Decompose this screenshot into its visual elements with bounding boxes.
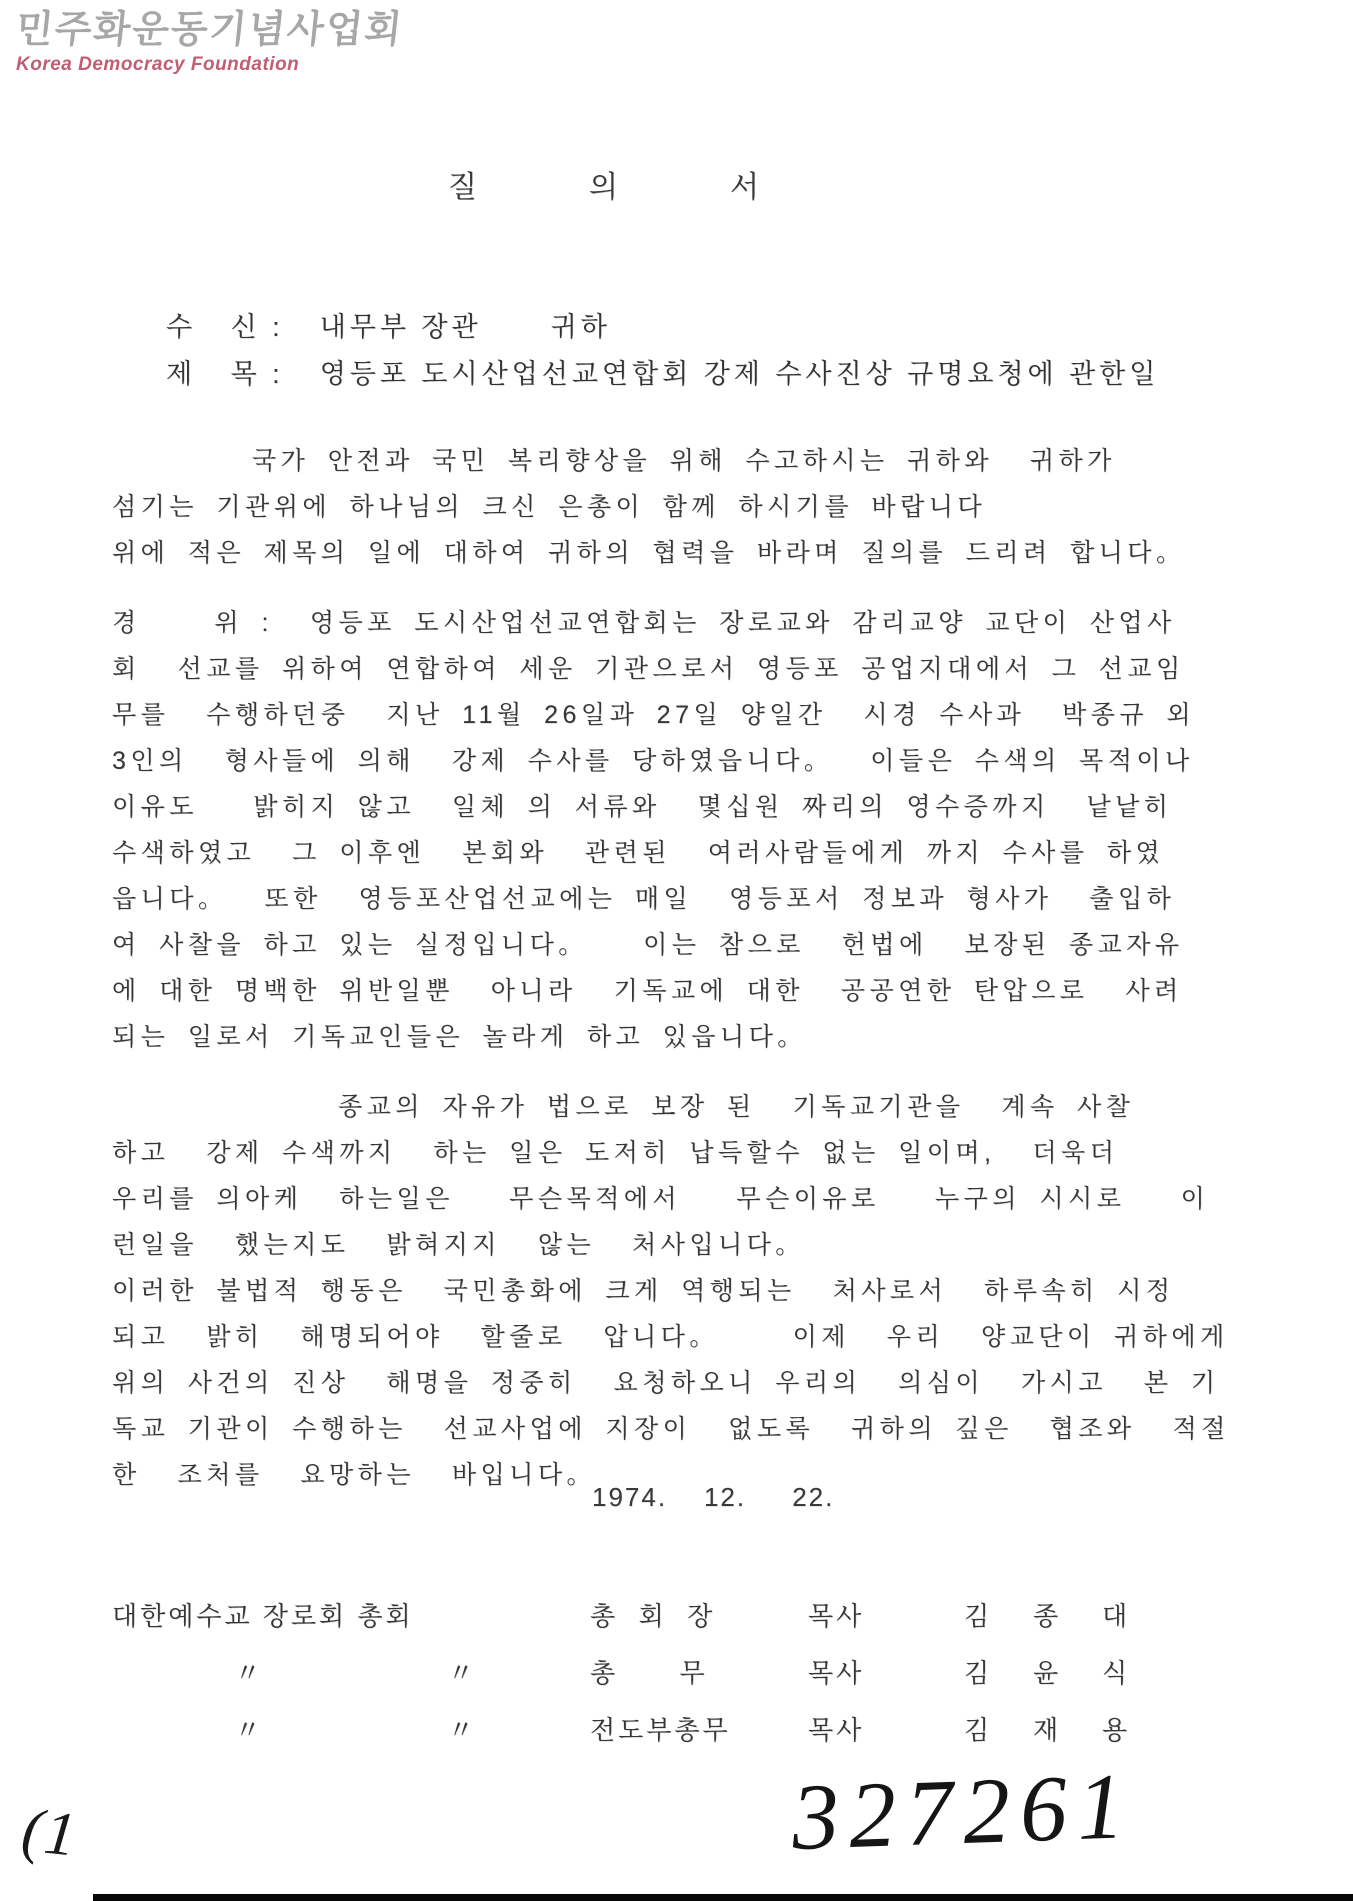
signature-row	[112, 1596, 1303, 1653]
handwritten-archive-number: 327261	[790, 1754, 1136, 1870]
date-line: 1974. 12. 22.	[592, 1482, 835, 1512]
body-line: 우리를 의아케 하는일은 무슨목적에서 무슨이유로 누구의 시시로 이	[112, 1185, 1210, 1213]
signature-org: 대한예수교 장로회 총회	[112, 1601, 414, 1631]
signature-title: 목사	[808, 1715, 865, 1745]
signature-block	[112, 1596, 1303, 1767]
signature-org: 〃 〃	[112, 1658, 477, 1688]
subject-line	[120, 321, 1159, 422]
body-line: 회 선교를 위하여 연합하여 세운 기관으로서 영등포 공업지대에서 그 선교임	[112, 655, 1185, 683]
body-line: 수색하였고 그 이후엔 본회와 관련된 여러사람들에게 까지 수사를 하였	[112, 839, 1165, 867]
letter-body	[112, 438, 1268, 1498]
signature-role: 총 무	[590, 1658, 708, 1688]
body-line: 이유도 밝히지 않고 일체 의 서류와 몇십원 짜리의 영수증까지 낱낱히	[112, 793, 1173, 821]
signature-role: 전도부총무	[590, 1715, 731, 1745]
signature-title: 목사	[808, 1658, 865, 1688]
body-line: 섬기는 기관위에 하나님의 크신 은총이 함께 하시기를 바랍니다	[112, 493, 987, 521]
body-line: 한 조처를 요망하는 바입니다。	[112, 1461, 596, 1489]
body-line: 무를 수행하던중 지난 11월 26일과 27일 양일간 시경 수사과 박종규 외	[112, 701, 1196, 729]
handwritten-corner-mark: (1	[18, 1796, 82, 1870]
signature-name: 김 종 대	[964, 1601, 1131, 1631]
logo-english-text: Korea Democracy Foundation	[16, 53, 300, 75]
body-line: 런일을 했는지도 밝혀지지 않는 처사입니다。	[112, 1231, 805, 1259]
body-line: 위에 적은 제목의 일에 대하여 귀하의 협력을 바라며 질의를 드리려 합니다。	[112, 539, 1186, 567]
body-line: 이러한 불법적 행동은 국민총화에 크게 역행되는 처사로서 하루속히 시정	[112, 1277, 1175, 1305]
body-line: 종교의 자유가 법으로 보장 된 기독교기관을 계속 사찰	[338, 1093, 1135, 1121]
recipient-label: 수 신 :	[166, 312, 284, 342]
body-line: 에 대한 명백한 위반일뿐 아니라 기독교에 대한 공공연한 탄압으로 사려	[112, 977, 1183, 1005]
signature-role: 총 회 장	[590, 1601, 716, 1631]
body-line: 여 사찰을 하고 있는 실정입니다。 이는 참으로 헌법에 보장된 종교자유	[112, 931, 1184, 959]
body-line: 하고 강제 수색까지 하는 일은 도저히 납득할수 없는 일이며, 더욱더	[112, 1139, 1119, 1167]
body-line: 읍니다。 또한 영등포산업선교에는 매일 영등포서 정보과 형사가 출입하	[112, 885, 1176, 913]
body-line: 되는 일로서 기독교인들은 놀라게 하고 있읍니다。	[112, 1023, 807, 1051]
signature-org: 〃 〃	[112, 1715, 477, 1745]
document-title: 질의서	[448, 171, 871, 204]
signature-name: 김 재 용	[964, 1715, 1131, 1745]
body-line: 경 위 : 영등포 도시산업선교연합회는 장로교와 감리교양 교단이 산업사	[112, 609, 1176, 637]
signature-name: 김 윤 식	[964, 1658, 1131, 1688]
body-line: 위의 사건의 진상 해명을 정중히 요청하오니 우리의 의심이 가시고 본 기	[112, 1369, 1220, 1397]
body-line: 3인의 형사들에 의해 강제 수사를 당하였읍니다。 이들은 수색의 목적이나	[112, 747, 1194, 775]
logo-korean-text: 민주화운동기념사업회	[13, 9, 406, 51]
body-line: 독교 기관이 수행하는 선교사업에 지장이 없도록 귀하의 깊은 협조와 적절	[112, 1415, 1230, 1443]
scan-edge-line	[93, 1894, 1353, 1901]
foundation-logo	[13, 9, 406, 76]
subject-value: 영등포 도시산업선교연합회 강제 수사진상 규명요청에 관한일	[319, 359, 1160, 389]
body-line: 국가 안전과 국민 복리향상을 위해 수고하시는 귀하와 귀하가	[252, 447, 1116, 475]
signature-row	[112, 1653, 1303, 1710]
subject-label: 제 목 :	[166, 359, 284, 389]
signature-title: 목사	[808, 1601, 865, 1631]
body-line: 되고 밝히 해명되어야 할줄로 압니다。 이제 우리 양교단이 귀하에게	[112, 1323, 1229, 1351]
recipient-value: 내무부 장관 귀하	[319, 312, 611, 342]
